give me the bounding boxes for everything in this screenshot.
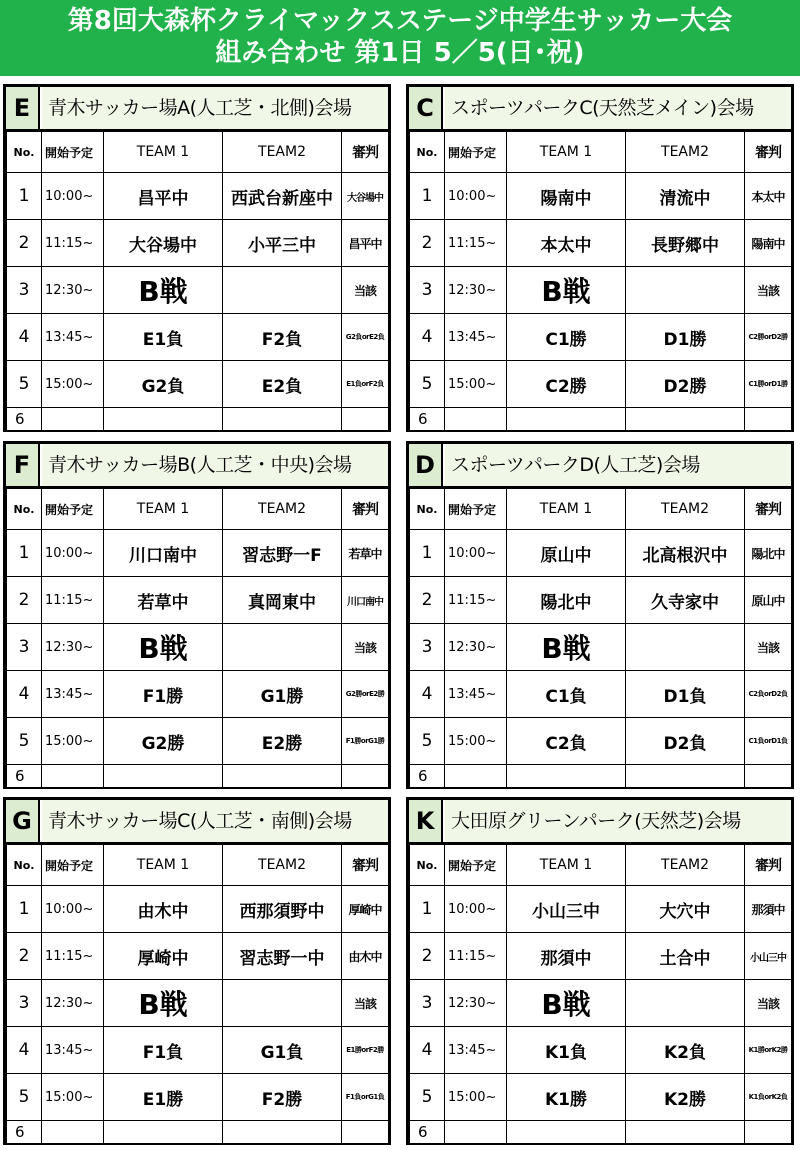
- referee-cell: C2負orD2負: [745, 671, 792, 718]
- team1-cell: C1勝: [507, 314, 626, 361]
- col-header-team1: TEAM 1: [507, 132, 626, 173]
- referee-cell: [745, 765, 792, 788]
- match-table: [409, 488, 792, 788]
- table-row: [410, 267, 792, 314]
- start-time: 15:00~: [445, 1074, 507, 1121]
- referee-cell: 大谷場中: [342, 173, 389, 220]
- referee-cell: 厚崎中: [342, 886, 389, 933]
- venue-panel-f: [3, 441, 391, 789]
- match-number: 2: [410, 220, 445, 267]
- referee-cell: 当該: [342, 624, 389, 671]
- team1-cell: [507, 765, 626, 788]
- col-header-start: 開始予定: [445, 132, 507, 173]
- col-header-no: No.: [410, 132, 445, 173]
- venue-panel-c: [406, 84, 794, 432]
- referee-cell: 当該: [745, 624, 792, 671]
- team2-cell: [626, 267, 745, 314]
- team1-cell: [104, 765, 223, 788]
- start-time: [445, 1121, 507, 1144]
- team1-cell: C2負: [507, 718, 626, 765]
- referee-cell: E1勝orF2勝: [342, 1027, 389, 1074]
- table-row: [410, 314, 792, 361]
- table-row: [7, 530, 389, 577]
- referee-cell: 当該: [745, 267, 792, 314]
- team1-cell: 陽南中: [507, 173, 626, 220]
- team2-cell: D1負: [626, 671, 745, 718]
- start-time: 11:15~: [445, 220, 507, 267]
- col-header-ref: 審判: [342, 132, 389, 173]
- match-number: 1: [410, 530, 445, 577]
- referee-cell: 若草中: [342, 530, 389, 577]
- start-time: 12:30~: [42, 980, 104, 1027]
- team1-cell: K1負: [507, 1027, 626, 1074]
- col-header-ref: 審判: [342, 845, 389, 886]
- table-row: [410, 1074, 792, 1121]
- start-time: 13:45~: [445, 671, 507, 718]
- referee-cell: [342, 408, 389, 431]
- start-time: 13:45~: [445, 314, 507, 361]
- referee-cell: C1勝orD1勝: [745, 361, 792, 408]
- col-header-team2: TEAM2: [626, 132, 745, 173]
- start-time: 11:15~: [445, 933, 507, 980]
- team2-cell: 清流中: [626, 173, 745, 220]
- col-header-team1: TEAM 1: [104, 132, 223, 173]
- match-number: 2: [7, 577, 42, 624]
- table-row: [410, 1027, 792, 1074]
- table-row: [7, 1027, 389, 1074]
- group-letter: C: [409, 87, 443, 129]
- start-time: 11:15~: [445, 577, 507, 624]
- match-table: [6, 844, 389, 1144]
- match-table: [409, 131, 792, 431]
- referee-cell: E1負orF2負: [342, 361, 389, 408]
- team2-cell: G1勝: [223, 671, 342, 718]
- match-number: 1: [7, 886, 42, 933]
- col-header-team1: TEAM 1: [104, 845, 223, 886]
- table-row: [7, 314, 389, 361]
- match-number: 4: [410, 314, 445, 361]
- group-letter: E: [6, 87, 40, 129]
- referee-cell: K1勝orK2勝: [745, 1027, 792, 1074]
- match-number: 2: [410, 933, 445, 980]
- col-header-start: 開始予定: [42, 489, 104, 530]
- table-row: [410, 220, 792, 267]
- table-row: [7, 718, 389, 765]
- team2-cell: F2負: [223, 314, 342, 361]
- team2-cell: 西那須野中: [223, 886, 342, 933]
- col-header-start: 開始予定: [445, 845, 507, 886]
- table-row: [7, 408, 389, 431]
- venue-title-bar: [409, 87, 791, 131]
- team1-cell: 陽北中: [507, 577, 626, 624]
- match-number: 3: [7, 980, 42, 1027]
- team1-cell: 那須中: [507, 933, 626, 980]
- match-number: 1: [7, 173, 42, 220]
- col-header-team1: TEAM 1: [104, 489, 223, 530]
- table-row: [7, 1121, 389, 1144]
- match-number: 4: [7, 1027, 42, 1074]
- team2-cell: D2負: [626, 718, 745, 765]
- table-row: [7, 671, 389, 718]
- match-number: 5: [410, 718, 445, 765]
- table-row: [410, 408, 792, 431]
- col-header-team2: TEAM2: [223, 132, 342, 173]
- table-row: [7, 980, 389, 1027]
- team2-cell: 真岡東中: [223, 577, 342, 624]
- team1-cell: B戦: [104, 624, 223, 671]
- col-header-team2: TEAM2: [223, 845, 342, 886]
- team1-cell: G2勝: [104, 718, 223, 765]
- start-time: [445, 408, 507, 431]
- match-table: [409, 844, 792, 1144]
- col-header-team2: TEAM2: [626, 845, 745, 886]
- col-header-start: 開始予定: [42, 132, 104, 173]
- team1-cell: 厚崎中: [104, 933, 223, 980]
- venue-title-bar: [6, 800, 388, 844]
- col-header-start: 開始予定: [42, 845, 104, 886]
- col-header-no: No.: [410, 845, 445, 886]
- team2-cell: [223, 267, 342, 314]
- referee-cell: F1負orG1負: [342, 1074, 389, 1121]
- match-number: 5: [7, 361, 42, 408]
- team1-cell: 本太中: [507, 220, 626, 267]
- team1-cell: K1勝: [507, 1074, 626, 1121]
- col-header-team1: TEAM 1: [507, 845, 626, 886]
- team1-cell: [104, 1121, 223, 1144]
- start-time: 12:30~: [445, 267, 507, 314]
- match-number: 2: [7, 220, 42, 267]
- match-number: 2: [7, 933, 42, 980]
- team1-cell: 由木中: [104, 886, 223, 933]
- match-number: 2: [410, 577, 445, 624]
- referee-cell: 陽北中: [745, 530, 792, 577]
- team2-cell: [223, 1121, 342, 1144]
- col-header-no: No.: [7, 489, 42, 530]
- start-time: 15:00~: [42, 1074, 104, 1121]
- team2-cell: 習志野一F: [223, 530, 342, 577]
- table-row: [7, 624, 389, 671]
- start-time: 12:30~: [445, 980, 507, 1027]
- venue-title-bar: [409, 800, 791, 844]
- col-header-ref: 審判: [745, 132, 792, 173]
- referee-cell: G2勝orE2勝: [342, 671, 389, 718]
- referee-cell: [745, 408, 792, 431]
- start-time: 10:00~: [445, 530, 507, 577]
- match-number: 6: [7, 1121, 42, 1144]
- table-row: [410, 577, 792, 624]
- team1-cell: F1負: [104, 1027, 223, 1074]
- start-time: 15:00~: [445, 718, 507, 765]
- start-time: 10:00~: [42, 530, 104, 577]
- table-header-row: [410, 489, 792, 530]
- referee-cell: 当該: [342, 980, 389, 1027]
- team2-cell: K2負: [626, 1027, 745, 1074]
- venue-panel-g: [3, 797, 391, 1145]
- team1-cell: 大谷場中: [104, 220, 223, 267]
- team1-cell: C1負: [507, 671, 626, 718]
- team2-cell: D2勝: [626, 361, 745, 408]
- match-number: 6: [410, 408, 445, 431]
- match-number: 3: [410, 624, 445, 671]
- referee-cell: 由木中: [342, 933, 389, 980]
- col-header-start: 開始予定: [445, 489, 507, 530]
- team1-cell: B戦: [104, 980, 223, 1027]
- referee-cell: [342, 765, 389, 788]
- match-table: [6, 131, 389, 431]
- group-letter: D: [409, 444, 443, 486]
- col-header-no: No.: [7, 845, 42, 886]
- col-header-ref: 審判: [745, 489, 792, 530]
- start-time: 12:30~: [42, 624, 104, 671]
- col-header-ref: 審判: [745, 845, 792, 886]
- match-number: 6: [7, 765, 42, 788]
- venue-name: 大田原グリーンパーク(天然芝)会場: [445, 800, 791, 842]
- table-row: [410, 980, 792, 1027]
- team2-cell: [223, 624, 342, 671]
- col-header-no: No.: [410, 489, 445, 530]
- match-number: 4: [410, 671, 445, 718]
- team1-cell: B戦: [507, 980, 626, 1027]
- team1-cell: 若草中: [104, 577, 223, 624]
- match-number: 6: [7, 408, 42, 431]
- referee-cell: G2負orE2負: [342, 314, 389, 361]
- group-letter: G: [6, 800, 40, 842]
- table-row: [7, 1074, 389, 1121]
- team2-cell: E2勝: [223, 718, 342, 765]
- page-title: 第8回大森杯クライマックスステージ中学生サッカー大会: [67, 6, 733, 36]
- team1-cell: B戦: [507, 267, 626, 314]
- team2-cell: [626, 624, 745, 671]
- table-row: [7, 933, 389, 980]
- team2-cell: [626, 980, 745, 1027]
- match-number: 1: [7, 530, 42, 577]
- team2-cell: D1勝: [626, 314, 745, 361]
- team1-cell: [104, 408, 223, 431]
- team2-cell: [223, 980, 342, 1027]
- team1-cell: B戦: [104, 267, 223, 314]
- venue-title-bar: [409, 444, 791, 488]
- referee-cell: [342, 1121, 389, 1144]
- table-row: [410, 886, 792, 933]
- venue-name: 青木サッカー場A(人工芝・北側)会場: [42, 87, 388, 129]
- match-number: 3: [410, 267, 445, 314]
- venue-name: スポーツパークD(人工芝)会場: [445, 444, 791, 486]
- venue-name: 青木サッカー場B(人工芝・中央)会場: [42, 444, 388, 486]
- match-number: 4: [7, 314, 42, 361]
- match-number: 5: [410, 361, 445, 408]
- match-number: 4: [7, 671, 42, 718]
- table-row: [7, 765, 389, 788]
- group-letter: K: [409, 800, 443, 842]
- table-header-row: [7, 845, 389, 886]
- start-time: [445, 765, 507, 788]
- start-time: 11:15~: [42, 577, 104, 624]
- table-row: [410, 933, 792, 980]
- match-number: 6: [410, 765, 445, 788]
- referee-cell: C1負orD1負: [745, 718, 792, 765]
- table-row: [7, 267, 389, 314]
- team1-cell: B戦: [507, 624, 626, 671]
- match-number: 3: [7, 267, 42, 314]
- referee-cell: 本太中: [745, 173, 792, 220]
- start-time: 10:00~: [445, 173, 507, 220]
- start-time: [42, 765, 104, 788]
- team1-cell: C2勝: [507, 361, 626, 408]
- team2-cell: [626, 408, 745, 431]
- start-time: 12:30~: [42, 267, 104, 314]
- team1-cell: 原山中: [507, 530, 626, 577]
- col-header-ref: 審判: [342, 489, 389, 530]
- referee-cell: F1勝orG1勝: [342, 718, 389, 765]
- table-row: [410, 173, 792, 220]
- team2-cell: G1負: [223, 1027, 342, 1074]
- referee-cell: 原山中: [745, 577, 792, 624]
- team2-cell: [223, 765, 342, 788]
- referee-cell: 陽南中: [745, 220, 792, 267]
- table-row: [410, 624, 792, 671]
- start-time: 10:00~: [445, 886, 507, 933]
- group-letter: F: [6, 444, 40, 486]
- match-number: 1: [410, 886, 445, 933]
- team2-cell: 長野郷中: [626, 220, 745, 267]
- team2-cell: E2負: [223, 361, 342, 408]
- page-header: [0, 0, 800, 76]
- table-row: [7, 361, 389, 408]
- col-header-no: No.: [7, 132, 42, 173]
- start-time: 15:00~: [445, 361, 507, 408]
- team2-cell: 西武台新座中: [223, 173, 342, 220]
- team2-cell: [626, 1121, 745, 1144]
- match-number: 5: [7, 1074, 42, 1121]
- col-header-team2: TEAM2: [223, 489, 342, 530]
- match-number: 5: [7, 718, 42, 765]
- team2-cell: F2勝: [223, 1074, 342, 1121]
- team2-cell: 大穴中: [626, 886, 745, 933]
- venue-name: スポーツパークC(天然芝メイン)会場: [445, 87, 791, 129]
- table-row: [7, 886, 389, 933]
- team1-cell: 川口南中: [104, 530, 223, 577]
- start-time: 11:15~: [42, 220, 104, 267]
- team1-cell: E1負: [104, 314, 223, 361]
- start-time: 10:00~: [42, 173, 104, 220]
- table-header-row: [7, 489, 389, 530]
- team1-cell: 昌平中: [104, 173, 223, 220]
- referee-cell: K1負orK2負: [745, 1074, 792, 1121]
- match-number: 5: [410, 1074, 445, 1121]
- venue-title-bar: [6, 87, 388, 131]
- page-subtitle: 組み合わせ 第1日 5／5(日･祝): [215, 38, 585, 68]
- team1-cell: G2負: [104, 361, 223, 408]
- col-header-team1: TEAM 1: [507, 489, 626, 530]
- start-time: 10:00~: [42, 886, 104, 933]
- referee-cell: C2勝orD2勝: [745, 314, 792, 361]
- match-number: 3: [410, 980, 445, 1027]
- match-number: 1: [410, 173, 445, 220]
- venue-name: 青木サッカー場C(人工芝・南側)会場: [42, 800, 388, 842]
- start-time: [42, 408, 104, 431]
- team2-cell: [626, 765, 745, 788]
- start-time: [42, 1121, 104, 1144]
- match-number: 4: [410, 1027, 445, 1074]
- start-time: 12:30~: [445, 624, 507, 671]
- referee-cell: 那須中: [745, 886, 792, 933]
- team2-cell: 北高根沢中: [626, 530, 745, 577]
- venue-panel-e: [3, 84, 391, 432]
- team1-cell: E1勝: [104, 1074, 223, 1121]
- team1-cell: [507, 408, 626, 431]
- col-header-team2: TEAM2: [626, 489, 745, 530]
- start-time: 15:00~: [42, 718, 104, 765]
- table-header-row: [410, 845, 792, 886]
- match-table: [6, 488, 389, 788]
- table-row: [7, 173, 389, 220]
- team1-cell: 小山三中: [507, 886, 626, 933]
- start-time: 13:45~: [42, 314, 104, 361]
- table-row: [410, 361, 792, 408]
- table-row: [410, 765, 792, 788]
- team2-cell: 久寺家中: [626, 577, 745, 624]
- start-time: 13:45~: [42, 671, 104, 718]
- referee-cell: 川口南中: [342, 577, 389, 624]
- referee-cell: [745, 1121, 792, 1144]
- team2-cell: [223, 408, 342, 431]
- table-row: [410, 530, 792, 577]
- referee-cell: 当該: [342, 267, 389, 314]
- team1-cell: [507, 1121, 626, 1144]
- team2-cell: 土合中: [626, 933, 745, 980]
- venue-panel-d: [406, 441, 794, 789]
- table-row: [410, 1121, 792, 1144]
- match-number: 6: [410, 1121, 445, 1144]
- team2-cell: K2勝: [626, 1074, 745, 1121]
- team2-cell: 小平三中: [223, 220, 342, 267]
- start-time: 13:45~: [42, 1027, 104, 1074]
- table-header-row: [7, 132, 389, 173]
- start-time: 11:15~: [42, 933, 104, 980]
- start-time: 13:45~: [445, 1027, 507, 1074]
- venue-panel-k: [406, 797, 794, 1145]
- match-number: 3: [7, 624, 42, 671]
- table-row: [7, 577, 389, 624]
- referee-cell: 当該: [745, 980, 792, 1027]
- referee-cell: 小山三中: [745, 933, 792, 980]
- team1-cell: F1勝: [104, 671, 223, 718]
- start-time: 15:00~: [42, 361, 104, 408]
- table-row: [410, 671, 792, 718]
- referee-cell: 昌平中: [342, 220, 389, 267]
- team2-cell: 習志野一中: [223, 933, 342, 980]
- table-header-row: [410, 132, 792, 173]
- table-row: [410, 718, 792, 765]
- table-row: [7, 220, 389, 267]
- venue-title-bar: [6, 444, 388, 488]
